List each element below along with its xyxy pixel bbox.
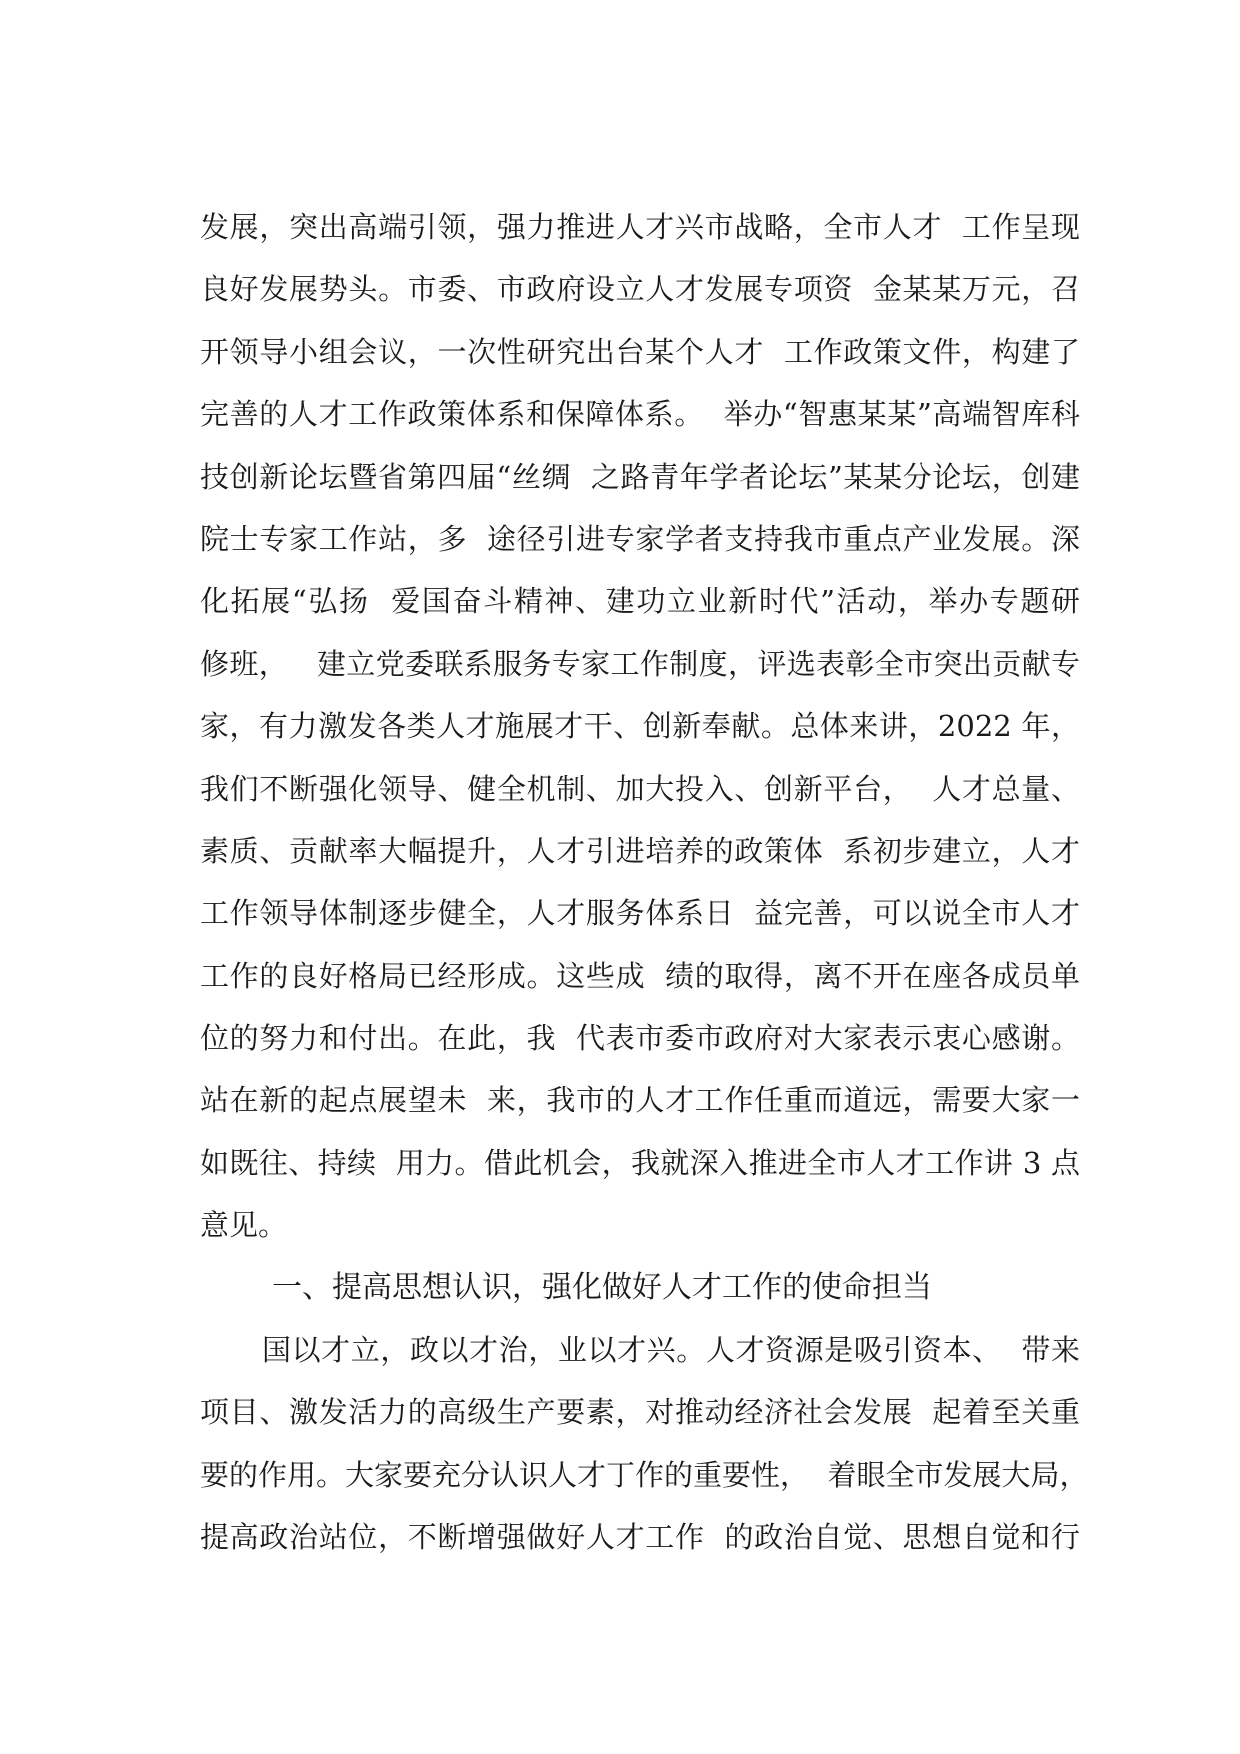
- text-line: 发展，突出高端引领，强力推进人才兴市战略，全市人才 工作呈现: [200, 210, 1080, 244]
- text-line: 国以才立，政以才治，业以才兴。人才资源是吸引资本、 带来: [262, 1333, 1080, 1368]
- text-line: 修班， 建立党委联系服务专家工作制度，评选表彰全市突出贡献专: [200, 646, 1080, 681]
- text-line: 良好发展势头。市委、市政府设立人才发展专项资 金某某万元，召: [200, 272, 1080, 307]
- text-line: 站在新的起点展望未 来，我市的人才工作任重而道远，需要大家一: [200, 1083, 1080, 1118]
- text-line: 工作的良好格局已经形成。这些成 绩的取得，离不开在座各成员单: [200, 958, 1080, 993]
- text-line: 工作领导体制逐步健全，人才服务体系日 益完善，可以说全市人才: [200, 896, 1080, 931]
- text-line: 技创新论坛暨省第四届“丝绸 之路青年学者论坛”某某分论坛，创建: [200, 459, 1080, 494]
- text-line: 我们不断强化领导、健全机制、加大投入、创新平台， 人才总量、: [200, 771, 1080, 806]
- text-line: 院士专家工作站，多 途径引进专家学者支持我市重点产业发展。深: [200, 521, 1080, 556]
- text-line: 完善的人才工作政策体系和保障体系。 举办“智惠某某”高端智库科: [200, 397, 1080, 432]
- text-line: 意见。: [200, 1208, 288, 1243]
- text-line: 开领导小组会议，一次性研究出台某个人才 工作政策文件，构建了: [200, 334, 1080, 369]
- text-line: 要的作用。大家要充分认识人才丁作的重要性， 着眼全市发展大局，: [200, 1457, 1089, 1492]
- text-line: 位的努力和付出。在此，我 代表市委市政府对大家表示衷心感谢。: [200, 1021, 1080, 1056]
- text-line: 化拓展“弘扬 爱国奋斗精神、建功立业新时代”活动，举办专题研: [200, 584, 1080, 619]
- text-line: 提高政治站位，不断增强做好人才工作 的政治自觉、思想自觉和行: [200, 1520, 1080, 1555]
- text-line: 素质、贡献率大幅提升，人才引进培养的政策体 系初步建立，人才: [200, 833, 1080, 868]
- text-line: 如既往、持续 用力。借此机会，我就深入推进全市人才工作讲 3 点: [200, 1145, 1080, 1180]
- text-line: 项目、激发活力的高级生产要素，对推动经济社会发展 起着至关重: [200, 1395, 1080, 1430]
- body-text: [200, 196, 1089, 1569]
- section-heading: 一、提高思想认识，强化做好人才工作的使命担当: [272, 1269, 932, 1305]
- text-line: 家，有力激发各类人才施展才干、创新奉献。总体来讲，2022 年，: [200, 709, 1080, 744]
